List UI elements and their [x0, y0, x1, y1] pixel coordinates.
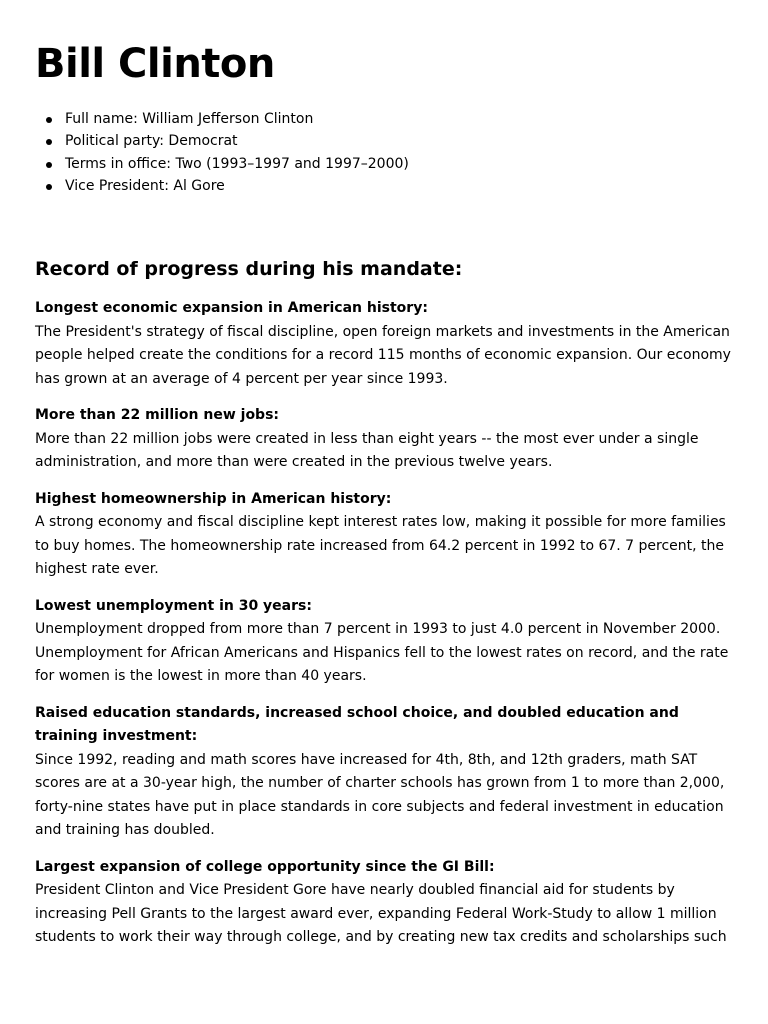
entry-new-jobs [35, 404, 734, 475]
fact-text: Full name: William Jefferson Clinton [65, 111, 314, 127]
entry-body: President Clinton and Vice President Gore have nearly doubled financial aid for students by increasing Pell Grants to the largest award ever, expanding Federal Work-Study to allow 1 million students to work their way through college, and by creating new tax credits and scholarships such [35, 882, 727, 946]
section-heading: Record of progress during his mandate: [35, 258, 463, 281]
bullet-icon [46, 139, 52, 145]
entry-body: A strong economy and fiscal discipline kept interest rates low, making it possible for more families to buy homes. The homeownership rate increased from 64.2 percent in 1992 to 67. 7 percent, the highest rate ever. [35, 514, 726, 578]
entry-college-opportunity [35, 856, 734, 950]
entry-education [35, 702, 734, 843]
bullet-icon [46, 184, 52, 190]
entry-homeownership [35, 488, 734, 582]
fact-item-full-name [65, 108, 734, 130]
fact-text: Vice President: Al Gore [65, 177, 225, 194]
entry-body: The President's strategy of fiscal discipline, open foreign markets and investments in the American people helped create the conditions for a record 115 months of economic expansion. Our economy has grown at an average of 4 percent per year since 1993. [35, 323, 731, 387]
entry-body: Since 1992, reading and math scores have increased for 4th, 8th, and 12th graders, math SAT scores are at a 30-year high, the number of charter schools has grown from 1 to more than 2,000, forty-nine states have put in place standards in core subjects and federal investment in education and training has doubled. [35, 751, 725, 839]
fact-item-terms [65, 153, 734, 175]
fact-item-political-party [65, 130, 734, 152]
bullet-icon [46, 162, 52, 168]
entry-heading: More than 22 million new jobs: [35, 407, 280, 424]
fact-text: Terms in office: Two (1993–1997 and 1997–2000) [65, 155, 409, 172]
fact-text: Political party: Democrat [65, 133, 238, 150]
entry-heading: Lowest unemployment in 30 years: [35, 597, 312, 614]
entry-heading: Longest economic expansion in American history: [35, 300, 428, 317]
entry-body: More than 22 million jobs were created in less than eight years -- the most ever under a single administration, and more than were created in the previous twelve years. [35, 430, 699, 471]
entry-unemployment [35, 595, 734, 689]
entry-heading: Raised education standards, increased school choice, and doubled education and training investment: [35, 704, 679, 745]
entry-body: Unemployment dropped from more than 7 percent in 1993 to just 4.0 percent in November 2000. Unemployment for African Americans and Hispanics fell to the lowest rates on record, and the rate for women is the lowest in more than 40 years. [35, 621, 729, 685]
entry-heading: Largest expansion of college opportunity since the GI Bill: [35, 858, 495, 875]
entry-economic-expansion [35, 297, 734, 391]
fact-item-vice-president [65, 175, 734, 197]
entry-heading: Highest homeownership in American history: [35, 490, 392, 507]
page-title: Bill Clinton [35, 41, 275, 87]
bullet-icon [46, 117, 52, 123]
facts-list [35, 108, 734, 197]
